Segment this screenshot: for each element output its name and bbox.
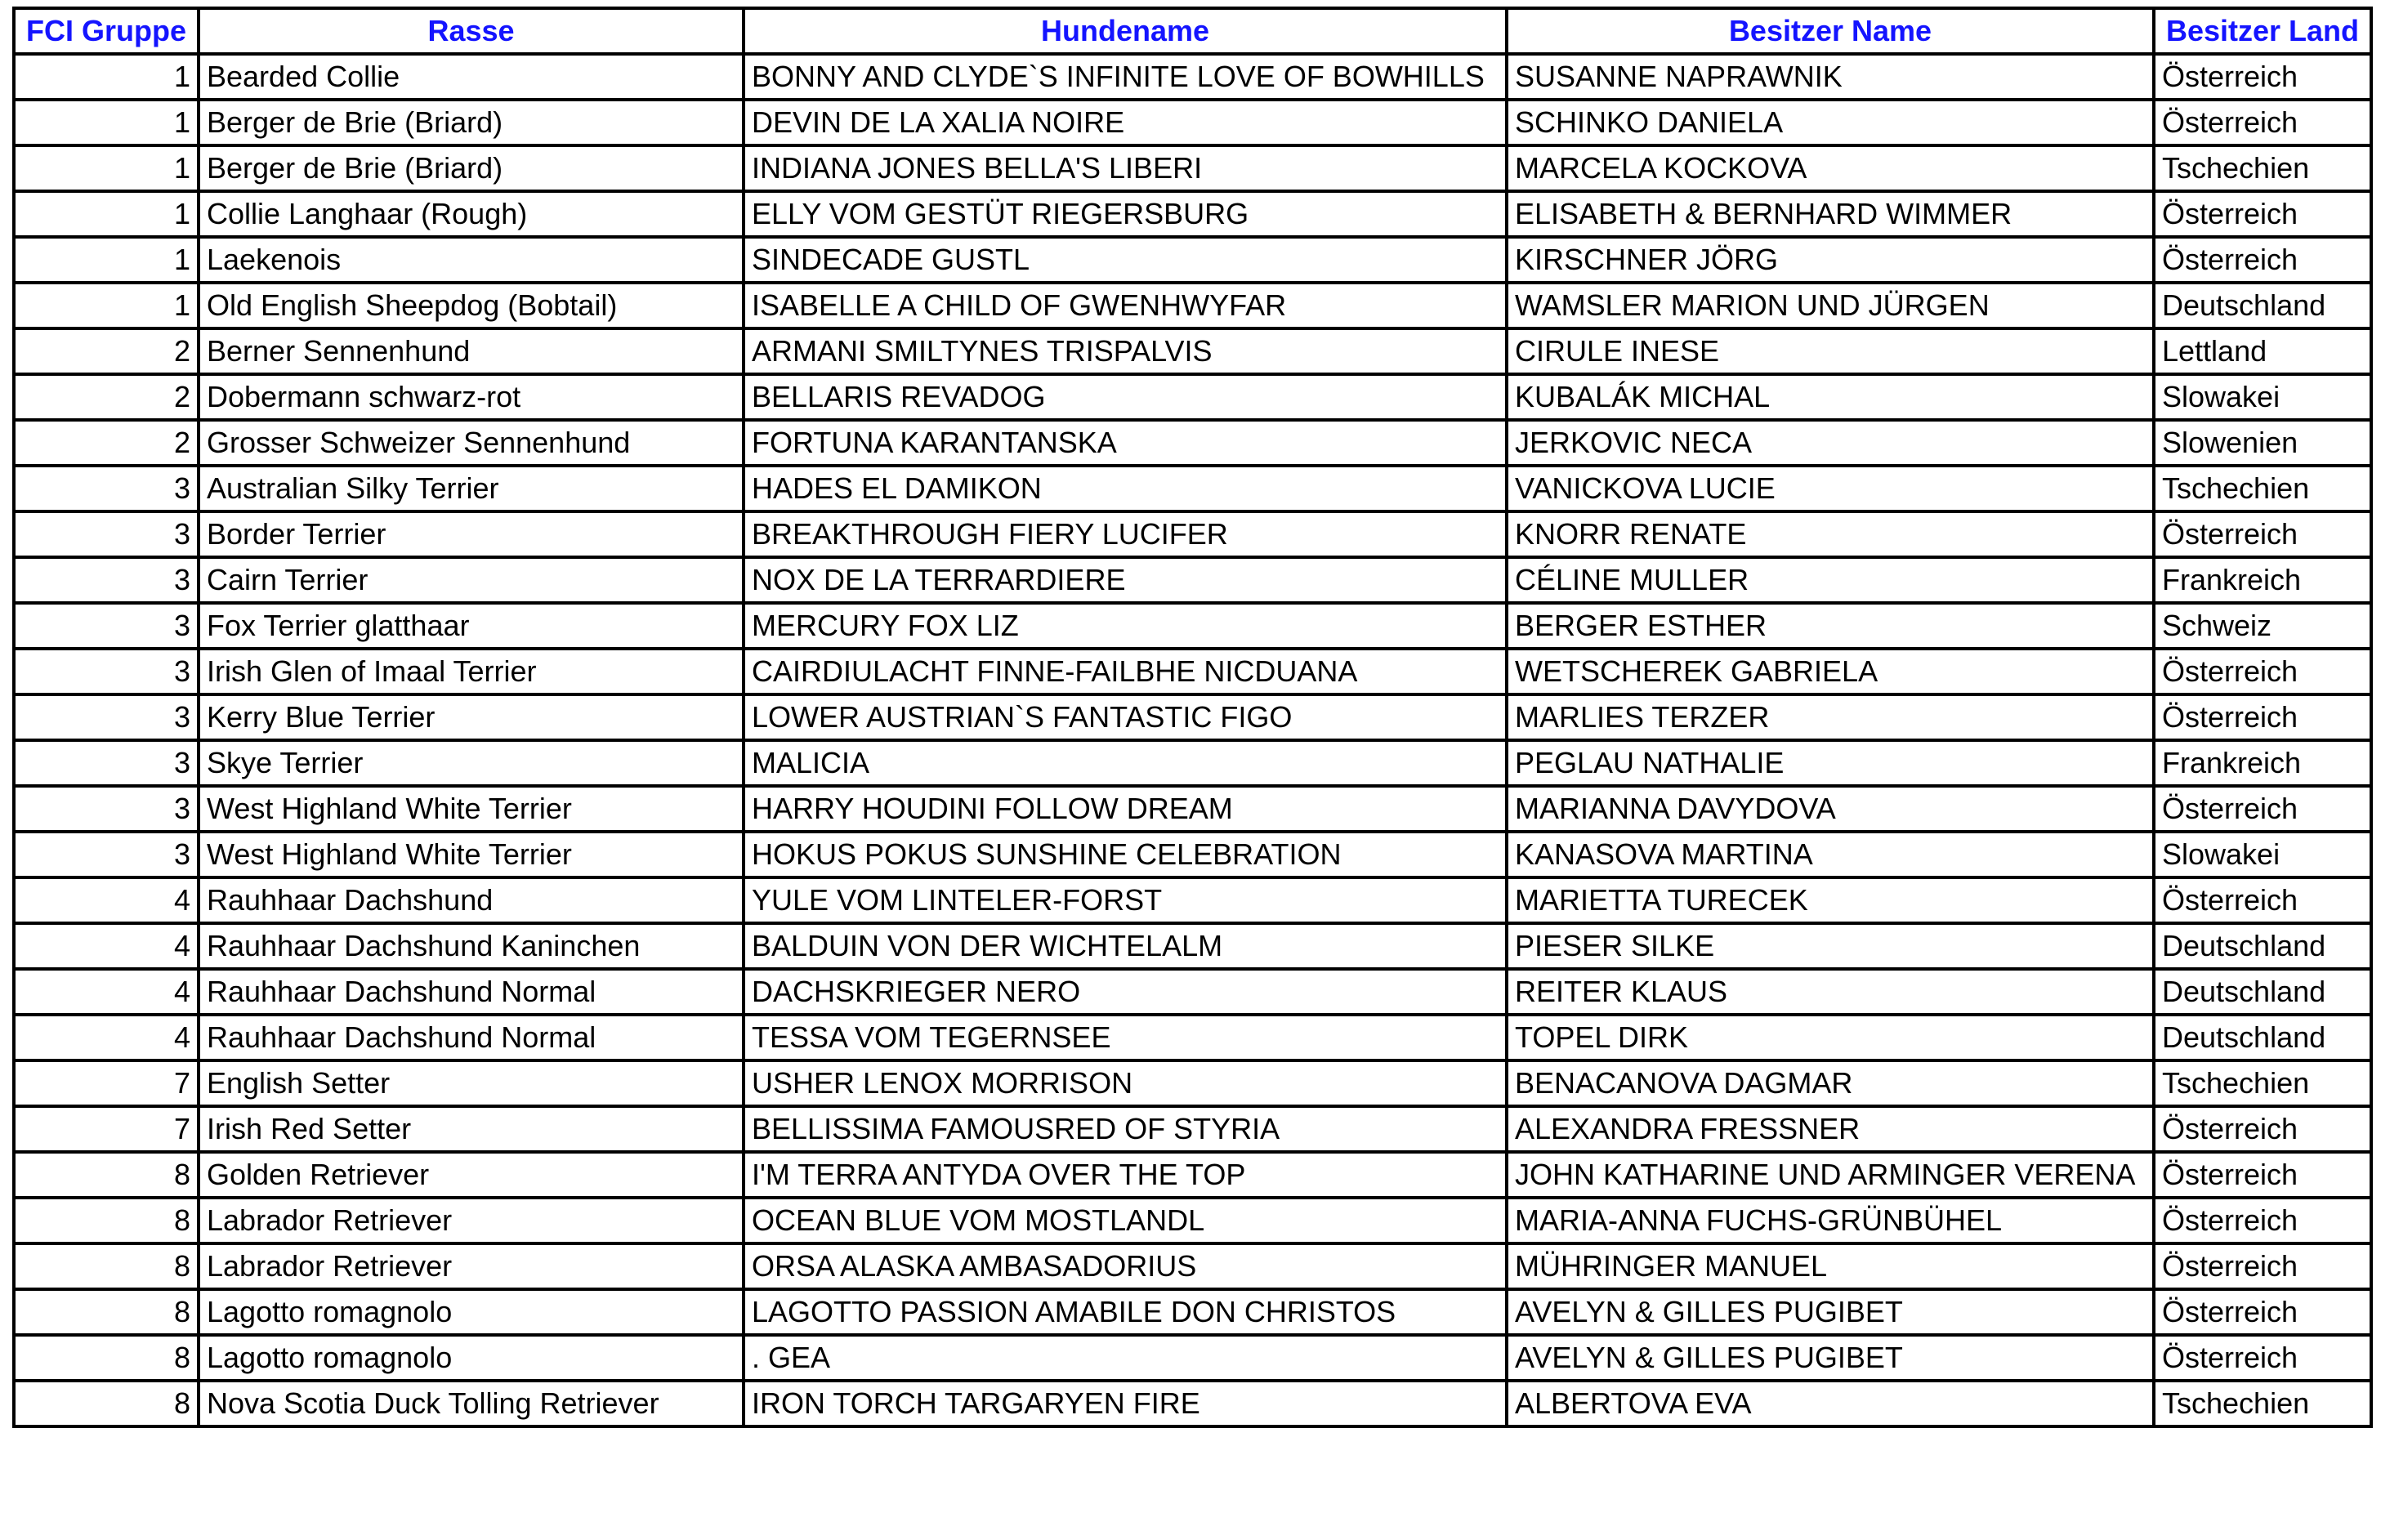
cell-fci-gruppe: 4	[14, 1015, 199, 1060]
cell-besitzer-land: Deutschland	[2154, 1015, 2371, 1060]
cell-besitzer-name: MARCELA KOCKOVA	[1507, 145, 2154, 191]
table-row	[14, 191, 2371, 237]
cell-besitzer-land: Schweiz	[2154, 603, 2371, 649]
cell-besitzer-land: Österreich	[2154, 511, 2371, 557]
cell-fci-gruppe: 8	[14, 1152, 199, 1198]
table-row	[14, 740, 2371, 786]
cell-fci-gruppe: 8	[14, 1381, 199, 1426]
cell-hundename: ISABELLE A CHILD OF GWENHWYFAR	[744, 283, 1507, 328]
table-row	[14, 786, 2371, 832]
cell-hundename: MERCURY FOX LIZ	[744, 603, 1507, 649]
cell-fci-gruppe: 1	[14, 191, 199, 237]
table-row	[14, 374, 2371, 420]
cell-rasse: Bearded Collie	[199, 54, 744, 100]
cell-besitzer-land: Lettland	[2154, 328, 2371, 374]
cell-fci-gruppe: 7	[14, 1060, 199, 1106]
cell-rasse: Grosser Schweizer Sennenhund	[199, 420, 744, 466]
cell-fci-gruppe: 3	[14, 466, 199, 511]
cell-besitzer-land: Österreich	[2154, 1289, 2371, 1335]
cell-hundename: LOWER AUSTRIAN`S FANTASTIC FIGO	[744, 694, 1507, 740]
cell-rasse: West Highland White Terrier	[199, 832, 744, 877]
cell-rasse: Rauhhaar Dachshund Normal	[199, 1015, 744, 1060]
cell-hundename: CAIRDIULACHT FINNE-FAILBHE NICDUANA	[744, 649, 1507, 694]
cell-besitzer-name: VANICKOVA LUCIE	[1507, 466, 2154, 511]
cell-besitzer-name: WAMSLER MARION UND JÜRGEN	[1507, 283, 2154, 328]
cell-fci-gruppe: 1	[14, 237, 199, 283]
table-row	[14, 1106, 2371, 1152]
cell-rasse: Berger de Brie (Briard)	[199, 145, 744, 191]
cell-besitzer-name: KUBALÁK MICHAL	[1507, 374, 2154, 420]
cell-hundename: BELLARIS REVADOG	[744, 374, 1507, 420]
cell-hundename: IRON TORCH TARGARYEN FIRE	[744, 1381, 1507, 1426]
cell-rasse: Australian Silky Terrier	[199, 466, 744, 511]
cell-besitzer-land: Deutschland	[2154, 283, 2371, 328]
cell-fci-gruppe: 8	[14, 1198, 199, 1243]
table-row	[14, 1198, 2371, 1243]
cell-besitzer-land: Österreich	[2154, 100, 2371, 145]
cell-besitzer-land: Frankreich	[2154, 557, 2371, 603]
cell-besitzer-land: Österreich	[2154, 877, 2371, 923]
table-body	[14, 54, 2371, 1426]
cell-hundename: HOKUS POKUS SUNSHINE CELEBRATION	[744, 832, 1507, 877]
cell-besitzer-land: Österreich	[2154, 1335, 2371, 1381]
table-row	[14, 603, 2371, 649]
table-row	[14, 1381, 2371, 1426]
cell-besitzer-land: Österreich	[2154, 1243, 2371, 1289]
table-row	[14, 237, 2371, 283]
cell-rasse: Nova Scotia Duck Tolling Retriever	[199, 1381, 744, 1426]
cell-hundename: DACHSKRIEGER NERO	[744, 969, 1507, 1015]
cell-besitzer-name: JOHN KATHARINE UND ARMINGER VERENA	[1507, 1152, 2154, 1198]
cell-besitzer-name: BERGER ESTHER	[1507, 603, 2154, 649]
cell-fci-gruppe: 3	[14, 740, 199, 786]
cell-hundename: ORSA ALASKA AMBASADORIUS	[744, 1243, 1507, 1289]
cell-besitzer-land: Österreich	[2154, 54, 2371, 100]
cell-fci-gruppe: 1	[14, 100, 199, 145]
cell-rasse: Labrador Retriever	[199, 1243, 744, 1289]
header-fci-gruppe: FCI Gruppe	[14, 8, 199, 54]
cell-besitzer-land: Österreich	[2154, 1198, 2371, 1243]
cell-rasse: Lagotto romagnolo	[199, 1335, 744, 1381]
cell-besitzer-name: WETSCHEREK GABRIELA	[1507, 649, 2154, 694]
cell-hundename: YULE VOM LINTELER-FORST	[744, 877, 1507, 923]
table-row	[14, 466, 2371, 511]
header-row	[14, 8, 2371, 54]
cell-hundename: SINDECADE GUSTL	[744, 237, 1507, 283]
cell-fci-gruppe: 8	[14, 1335, 199, 1381]
table-row	[14, 1243, 2371, 1289]
cell-besitzer-land: Tschechien	[2154, 145, 2371, 191]
cell-besitzer-land: Österreich	[2154, 786, 2371, 832]
cell-hundename: USHER LENOX MORRISON	[744, 1060, 1507, 1106]
cell-besitzer-name: ALEXANDRA FRESSNER	[1507, 1106, 2154, 1152]
cell-besitzer-name: SCHINKO DANIELA	[1507, 100, 2154, 145]
cell-fci-gruppe: 4	[14, 877, 199, 923]
cell-rasse: Old English Sheepdog (Bobtail)	[199, 283, 744, 328]
cell-hundename: HADES EL DAMIKON	[744, 466, 1507, 511]
cell-besitzer-name: KNORR RENATE	[1507, 511, 2154, 557]
cell-fci-gruppe: 1	[14, 54, 199, 100]
cell-rasse: Lagotto romagnolo	[199, 1289, 744, 1335]
cell-besitzer-name: PEGLAU NATHALIE	[1507, 740, 2154, 786]
cell-fci-gruppe: 2	[14, 374, 199, 420]
cell-rasse: Rauhhaar Dachshund	[199, 877, 744, 923]
cell-besitzer-name: KANASOVA MARTINA	[1507, 832, 2154, 877]
cell-besitzer-name: AVELYN & GILLES PUGIBET	[1507, 1335, 2154, 1381]
cell-besitzer-land: Slowakei	[2154, 374, 2371, 420]
cell-rasse: Fox Terrier glatthaar	[199, 603, 744, 649]
cell-rasse: Berner Sennenhund	[199, 328, 744, 374]
cell-rasse: Rauhhaar Dachshund Kaninchen	[199, 923, 744, 969]
cell-rasse: Irish Glen of Imaal Terrier	[199, 649, 744, 694]
cell-fci-gruppe: 1	[14, 283, 199, 328]
table-row	[14, 283, 2371, 328]
table-row	[14, 877, 2371, 923]
header-besitzer-land: Besitzer Land	[2154, 8, 2371, 54]
table-row	[14, 54, 2371, 100]
cell-rasse: Laekenois	[199, 237, 744, 283]
cell-rasse: Rauhhaar Dachshund Normal	[199, 969, 744, 1015]
cell-besitzer-land: Slowenien	[2154, 420, 2371, 466]
cell-besitzer-name: MARIANNA DAVYDOVA	[1507, 786, 2154, 832]
cell-hundename: FORTUNA KARANTANSKA	[744, 420, 1507, 466]
cell-besitzer-land: Österreich	[2154, 649, 2371, 694]
cell-besitzer-name: ALBERTOVA EVA	[1507, 1381, 2154, 1426]
table-row	[14, 557, 2371, 603]
cell-hundename: BELLISSIMA FAMOUSRED OF STYRIA	[744, 1106, 1507, 1152]
table-row	[14, 832, 2371, 877]
cell-besitzer-land: Frankreich	[2154, 740, 2371, 786]
table-row	[14, 649, 2371, 694]
cell-hundename: I'M TERRA ANTYDA OVER THE TOP	[744, 1152, 1507, 1198]
cell-hundename: DEVIN DE LA XALIA NOIRE	[744, 100, 1507, 145]
table-row	[14, 328, 2371, 374]
cell-besitzer-land: Tschechien	[2154, 466, 2371, 511]
cell-rasse: West Highland White Terrier	[199, 786, 744, 832]
cell-besitzer-land: Tschechien	[2154, 1060, 2371, 1106]
cell-besitzer-name: KIRSCHNER JÖRG	[1507, 237, 2154, 283]
cell-besitzer-name: AVELYN & GILLES PUGIBET	[1507, 1289, 2154, 1335]
table-row	[14, 1152, 2371, 1198]
cell-besitzer-land: Österreich	[2154, 1106, 2371, 1152]
cell-besitzer-land: Österreich	[2154, 191, 2371, 237]
cell-fci-gruppe: 3	[14, 511, 199, 557]
cell-hundename: HARRY HOUDINI FOLLOW DREAM	[744, 786, 1507, 832]
cell-fci-gruppe: 4	[14, 923, 199, 969]
table-row	[14, 1015, 2371, 1060]
table-row	[14, 100, 2371, 145]
header-hundename: Hundename	[744, 8, 1507, 54]
cell-fci-gruppe: 2	[14, 420, 199, 466]
cell-besitzer-name: JERKOVIC NECA	[1507, 420, 2154, 466]
cell-fci-gruppe: 8	[14, 1289, 199, 1335]
cell-hundename: TESSA VOM TEGERNSEE	[744, 1015, 1507, 1060]
table-row	[14, 694, 2371, 740]
cell-besitzer-name: BENACANOVA DAGMAR	[1507, 1060, 2154, 1106]
table-row	[14, 420, 2371, 466]
cell-besitzer-name: REITER KLAUS	[1507, 969, 2154, 1015]
cell-fci-gruppe: 2	[14, 328, 199, 374]
cell-fci-gruppe: 1	[14, 145, 199, 191]
cell-hundename: BALDUIN VON DER WICHTELALM	[744, 923, 1507, 969]
cell-hundename: NOX DE LA TERRARDIERE	[744, 557, 1507, 603]
table-row	[14, 145, 2371, 191]
cell-besitzer-land: Deutschland	[2154, 923, 2371, 969]
cell-besitzer-name: ELISABETH & BERNHARD WIMMER	[1507, 191, 2154, 237]
cell-rasse: Golden Retriever	[199, 1152, 744, 1198]
table-row	[14, 511, 2371, 557]
cell-hundename: ELLY VOM GESTÜT RIEGERSBURG	[744, 191, 1507, 237]
cell-rasse: Dobermann schwarz-rot	[199, 374, 744, 420]
cell-besitzer-land: Österreich	[2154, 1152, 2371, 1198]
cell-besitzer-name: MARLIES TERZER	[1507, 694, 2154, 740]
cell-hundename: BREAKTHROUGH FIERY LUCIFER	[744, 511, 1507, 557]
cell-hundename: ARMANI SMILTYNES TRISPALVIS	[744, 328, 1507, 374]
cell-fci-gruppe: 3	[14, 649, 199, 694]
cell-besitzer-name: PIESER SILKE	[1507, 923, 2154, 969]
cell-rasse: Berger de Brie (Briard)	[199, 100, 744, 145]
cell-rasse: Border Terrier	[199, 511, 744, 557]
cell-fci-gruppe: 3	[14, 694, 199, 740]
cell-rasse: English Setter	[199, 1060, 744, 1106]
cell-rasse: Skye Terrier	[199, 740, 744, 786]
dog-entries-table	[12, 7, 2373, 1428]
cell-besitzer-land: Deutschland	[2154, 969, 2371, 1015]
cell-besitzer-land: Österreich	[2154, 694, 2371, 740]
cell-hundename: MALICIA	[744, 740, 1507, 786]
table-row	[14, 1060, 2371, 1106]
header-rasse: Rasse	[199, 8, 744, 54]
cell-besitzer-name: MARIETTA TURECEK	[1507, 877, 2154, 923]
cell-besitzer-name: TOPEL DIRK	[1507, 1015, 2154, 1060]
cell-rasse: Kerry Blue Terrier	[199, 694, 744, 740]
cell-rasse: Labrador Retriever	[199, 1198, 744, 1243]
table-row	[14, 1289, 2371, 1335]
cell-fci-gruppe: 3	[14, 786, 199, 832]
cell-hundename: . GEA	[744, 1335, 1507, 1381]
cell-besitzer-name: MARIA-ANNA FUCHS-GRÜNBÜHEL	[1507, 1198, 2154, 1243]
table-row	[14, 1335, 2371, 1381]
cell-fci-gruppe: 4	[14, 969, 199, 1015]
cell-besitzer-name: CIRULE INESE	[1507, 328, 2154, 374]
cell-hundename: LAGOTTO PASSION AMABILE DON CHRISTOS	[744, 1289, 1507, 1335]
table-row	[14, 923, 2371, 969]
cell-besitzer-land: Österreich	[2154, 237, 2371, 283]
cell-rasse: Cairn Terrier	[199, 557, 744, 603]
header-besitzer-name: Besitzer Name	[1507, 8, 2154, 54]
cell-besitzer-name: SUSANNE NAPRAWNIK	[1507, 54, 2154, 100]
cell-fci-gruppe: 7	[14, 1106, 199, 1152]
table-row	[14, 969, 2371, 1015]
cell-rasse: Collie Langhaar (Rough)	[199, 191, 744, 237]
cell-fci-gruppe: 8	[14, 1243, 199, 1289]
cell-besitzer-land: Tschechien	[2154, 1381, 2371, 1426]
cell-rasse: Irish Red Setter	[199, 1106, 744, 1152]
cell-besitzer-land: Slowakei	[2154, 832, 2371, 877]
cell-hundename: BONNY AND CLYDE`S INFINITE LOVE OF BOWHILLS	[744, 54, 1507, 100]
cell-hundename: OCEAN BLUE VOM MOSTLANDL	[744, 1198, 1507, 1243]
cell-hundename: INDIANA JONES BELLA'S LIBERI	[744, 145, 1507, 191]
cell-fci-gruppe: 3	[14, 603, 199, 649]
cell-besitzer-name: CÉLINE MULLER	[1507, 557, 2154, 603]
cell-fci-gruppe: 3	[14, 557, 199, 603]
cell-besitzer-name: MÜHRINGER MANUEL	[1507, 1243, 2154, 1289]
cell-fci-gruppe: 3	[14, 832, 199, 877]
